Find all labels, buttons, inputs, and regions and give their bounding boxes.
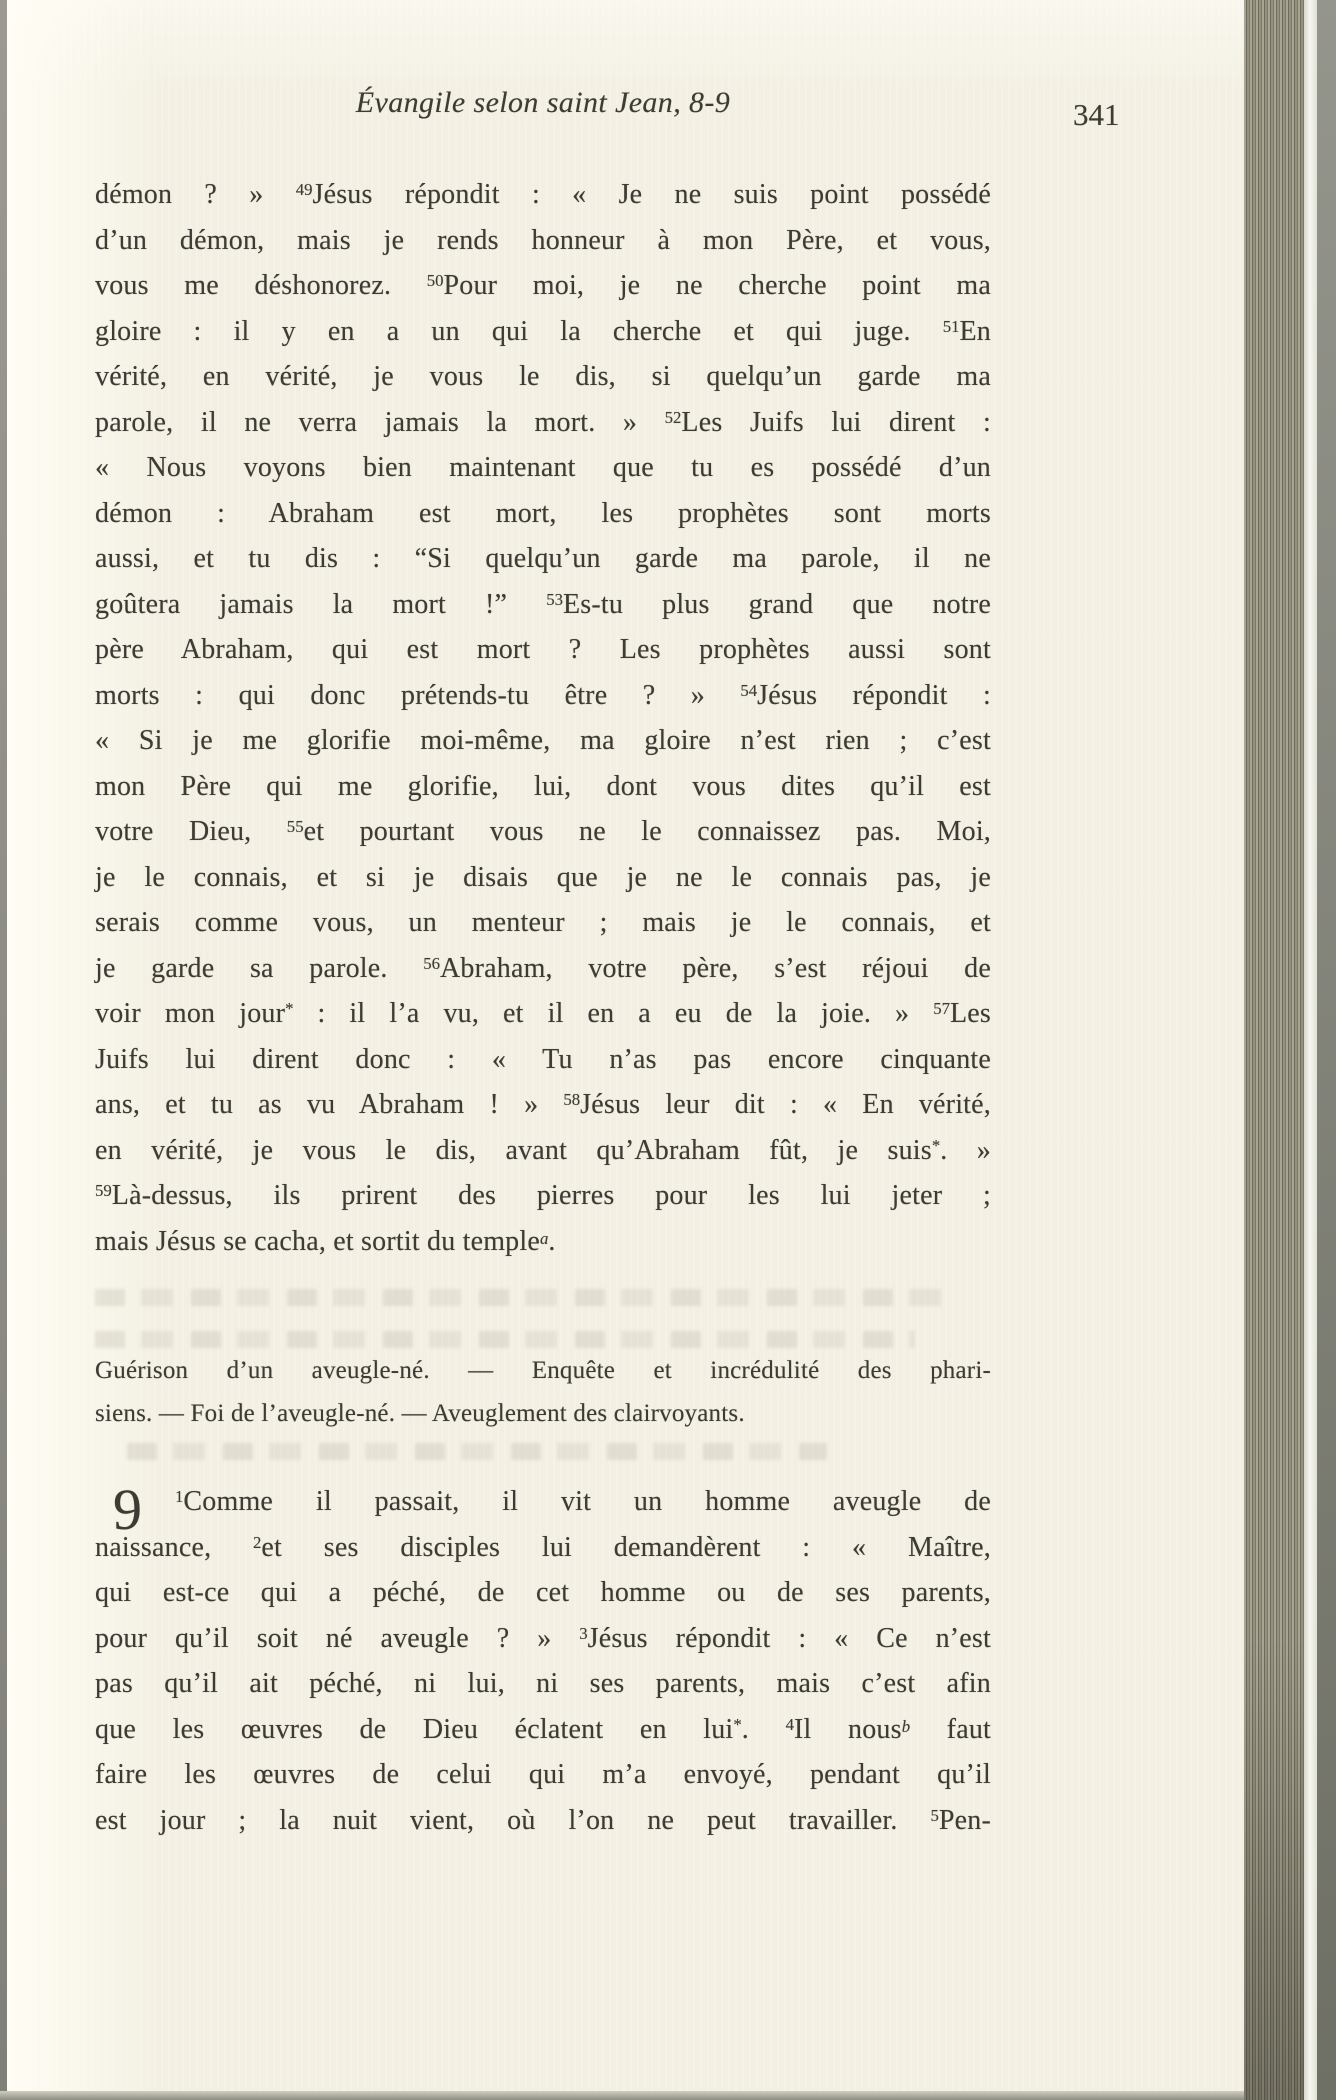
text-line: serais comme vous, un menteur ; mais je le connais, et — [95, 907, 991, 938]
text-line: morts : qui donc prétends-tu être ? » $^{54}$Jésus répondit : — [95, 679, 991, 711]
text-line: naissance, $^2$et ses disciples lui demandèrent : « Maître, — [95, 1531, 992, 1563]
fore-edge-highlight — [1304, 0, 1317, 2100]
running-header-title: Évangile selon saint Jean, 8-9 — [355, 86, 731, 119]
section-summary-heading — [95, 1349, 991, 1435]
book-page-paper — [7, 0, 1244, 2100]
text-line: $^{59}$Là-dessus, ils prirent des pierres pour les lui jeter ; — [95, 1180, 991, 1211]
text-line: $^1$Comme il passait, il vit un homme aveugle de — [175, 1486, 991, 1517]
text-line: siens. — Foi de l’aveugle-né. — Aveuglement des clairvoyants. — [95, 1400, 745, 1427]
chapter-9-number: 9 — [113, 1477, 143, 1542]
text-line: démon ? » $^{49}$Jésus répondit : « Je ne suis point possédé — [95, 179, 991, 210]
book-fore-edge-pages — [1244, 0, 1304, 2100]
text-line: votre Dieu, $^{55}$et pourtant vous ne le connaissez pas. Moi, — [95, 816, 992, 847]
text-line: vous me déshonorez. $^{50}$Pour moi, je ne cherche point ma — [95, 270, 991, 301]
text-line: est jour ; la nuit vient, où l’on ne peut travailler. $^5$Pen- — [95, 1804, 991, 1836]
text-line: « Nous voyons bien maintenant que tu es possédé d’un — [95, 452, 991, 483]
text-line: en vérité, je vous le dis, avant qu’Abraham fût, je suis*. » — [95, 1134, 991, 1166]
text-line: goûtera jamais la mort !” $^{53}$Es-tu plus grand que notre — [95, 588, 991, 620]
page-bottom-edge — [0, 2091, 1244, 2100]
page-content — [95, 0, 991, 2100]
text-line: voir mon jour* : il l’a vu, et il en a eu de la joie. » $^{57}$Les — [95, 998, 991, 1029]
text-line: faire les œuvres de celui qui m’a envoyé, pendant qu’il — [95, 1759, 991, 1790]
text-line: démon : Abraham est mort, les prophètes sont morts — [95, 497, 991, 529]
john8-verse-paragraph — [95, 172, 991, 1264]
text-line: je le connais, et si je disais que je ne le connais pas, je — [95, 861, 991, 893]
text-line: Juifs lui dirent donc : « Tu n’as pas encore cinquante — [95, 1043, 991, 1075]
text-line: pour qu’il soit né aveugle ? » $^3$Jésus répondit : « Ce n’est — [95, 1622, 991, 1654]
john9-verse-paragraph — [95, 1479, 991, 1843]
scanner-right-edge — [1317, 0, 1336, 2100]
text-line: mais Jésus se cacha, et sortit du temple$^a$. — [95, 1225, 556, 1257]
text-line: pas qu’il ait péché, ni lui, ni ses parents, mais c’est afin — [95, 1668, 991, 1699]
bleed-through-ghost — [95, 1331, 915, 1348]
text-line: gloire : il y en a un qui la cherche et qui juge. $^{51}$En — [95, 315, 991, 347]
text-line: « Si je me glorifie moi-même, ma gloire n’est rien ; c’est — [95, 725, 991, 756]
text-line: vérité, en vérité, je vous le dis, si quelqu’un garde ma — [95, 361, 991, 392]
text-line: parole, il ne verra jamais la mort. » $^{52}$Les Juifs lui dirent : — [95, 406, 991, 438]
bleed-through-ghost — [95, 1289, 955, 1306]
page-number: 341 — [1073, 97, 1120, 132]
text-line: d’un démon, mais je rends honneur à mon Père, et vous, — [95, 224, 991, 256]
text-line: mon Père qui me glorifie, lui, dont vous dites qu’il est — [95, 770, 991, 802]
text-line: qui est-ce qui a péché, de cet homme ou de ses parents, — [95, 1577, 991, 1608]
text-line: père Abraham, qui est mort ? Les prophètes aussi sont — [95, 634, 991, 665]
bleed-through-ghost — [127, 1443, 827, 1460]
text-line: je garde sa parole. $^{56}$Abraham, votre père, s’est réjoui de — [95, 952, 992, 984]
text-line: ans, et tu as vu Abraham ! » $^{58}$Jésus leur dit : « En vérité, — [95, 1089, 991, 1120]
text-line: que les œuvres de Dieu éclatent en lui*. $^4$Il nous$^b$ faut — [95, 1713, 991, 1745]
scanner-left-edge — [0, 0, 7, 2100]
text-line: Guérison d’un aveugle-né. — Enquête et incrédulité des phari- — [95, 1357, 991, 1384]
text-line: aussi, et tu dis : “Si quelqu’un garde ma parole, il ne — [95, 543, 991, 574]
